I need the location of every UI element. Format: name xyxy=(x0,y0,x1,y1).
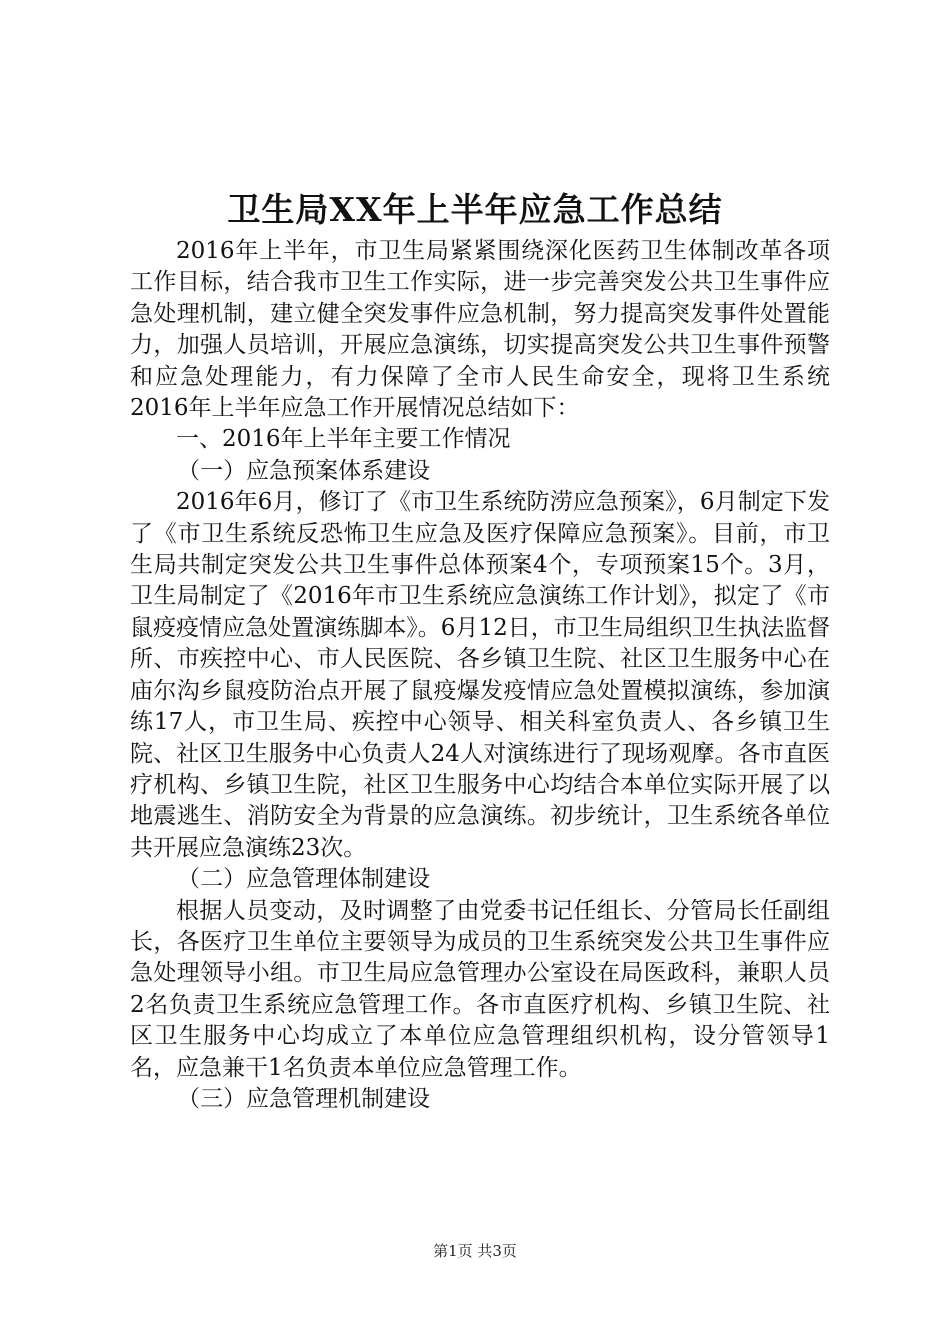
document-title: 卫生局XX年上半年应急工作总结 xyxy=(227,190,723,229)
section-heading-1: 一、2016年上半年主要工作情况 xyxy=(176,426,511,453)
subsection-heading-2: （二）应急管理体制建设 xyxy=(177,866,431,893)
body-paragraph-2: 根据人员变动，及时调整了由党委书记任组长、分管局长任副组长，各医疗卫生单位主要领导为成员的卫生系统突发公共卫生事件应急处理领导小组。市卫生局应急管理办公室设在局医政科，兼职人员2名负责卫生系统应急管理工作。各市直医疗机构、乡镇卫生院、社区卫生服务中心均成立了本单位应急管理组织机构，设分管领导1名，应急兼干1名负责本单位应急管理工作。 xyxy=(130,897,830,1081)
document-body xyxy=(130,236,830,1115)
subsection-heading-1: （一）应急预案体系建设 xyxy=(177,457,431,484)
page-footer: 第1页 共3页 xyxy=(433,1242,517,1260)
subsection-heading-3: （三）应急管理机制建设 xyxy=(177,1085,431,1112)
intro-paragraph: 2016年上半年，市卫生局紧紧围绕深化医药卫生体制改革各项工作目标，结合我市卫生工作实际，进一步完善突发公共卫生事件应急处理机制，建立健全突发事件应急机制，努力提高突发事件处置能力，加强人员培训，开展应急演练，切实提高突发公共卫生事件预警和应急处理能力，有力保障了全市人民生命安全，现将卫生系统2016年上半年应急工作开展情况总结如下： xyxy=(130,238,830,422)
body-paragraph-1: 2016年6月，修订了《市卫生系统防涝应急预案》，6月制定下发了《市卫生系统反恐怖卫生应急及医疗保障应急预案》。目前，市卫生局共制定突发公共卫生事件总体预案4个，专项预案15个。3月，卫生局制定了《2016年市卫生系统应急演练工作计划》，拟定了《市鼠疫疫情应急处置演练脚本》。6月12日，市卫生局组织卫生执法监督所、市疾控中心、市人民医院、各乡镇卫生院、社区卫生服务中心在庙尔沟乡鼠疫防治点开展了鼠疫爆发疫情应急处置模拟演练，参加演练17人，市卫生局、疾控中心领导、相关科室负责人、各乡镇卫生院、社区卫生服务中心负责人24人对演练进行了现场观摩。各市直医疗机构、乡镇卫生院，社区卫生服务中心均结合本单位实际开展了以地震逃生、消防安全为背景的应急演练。初步统计，卫生系统各单位共开展应急演练23次。 xyxy=(130,489,830,861)
